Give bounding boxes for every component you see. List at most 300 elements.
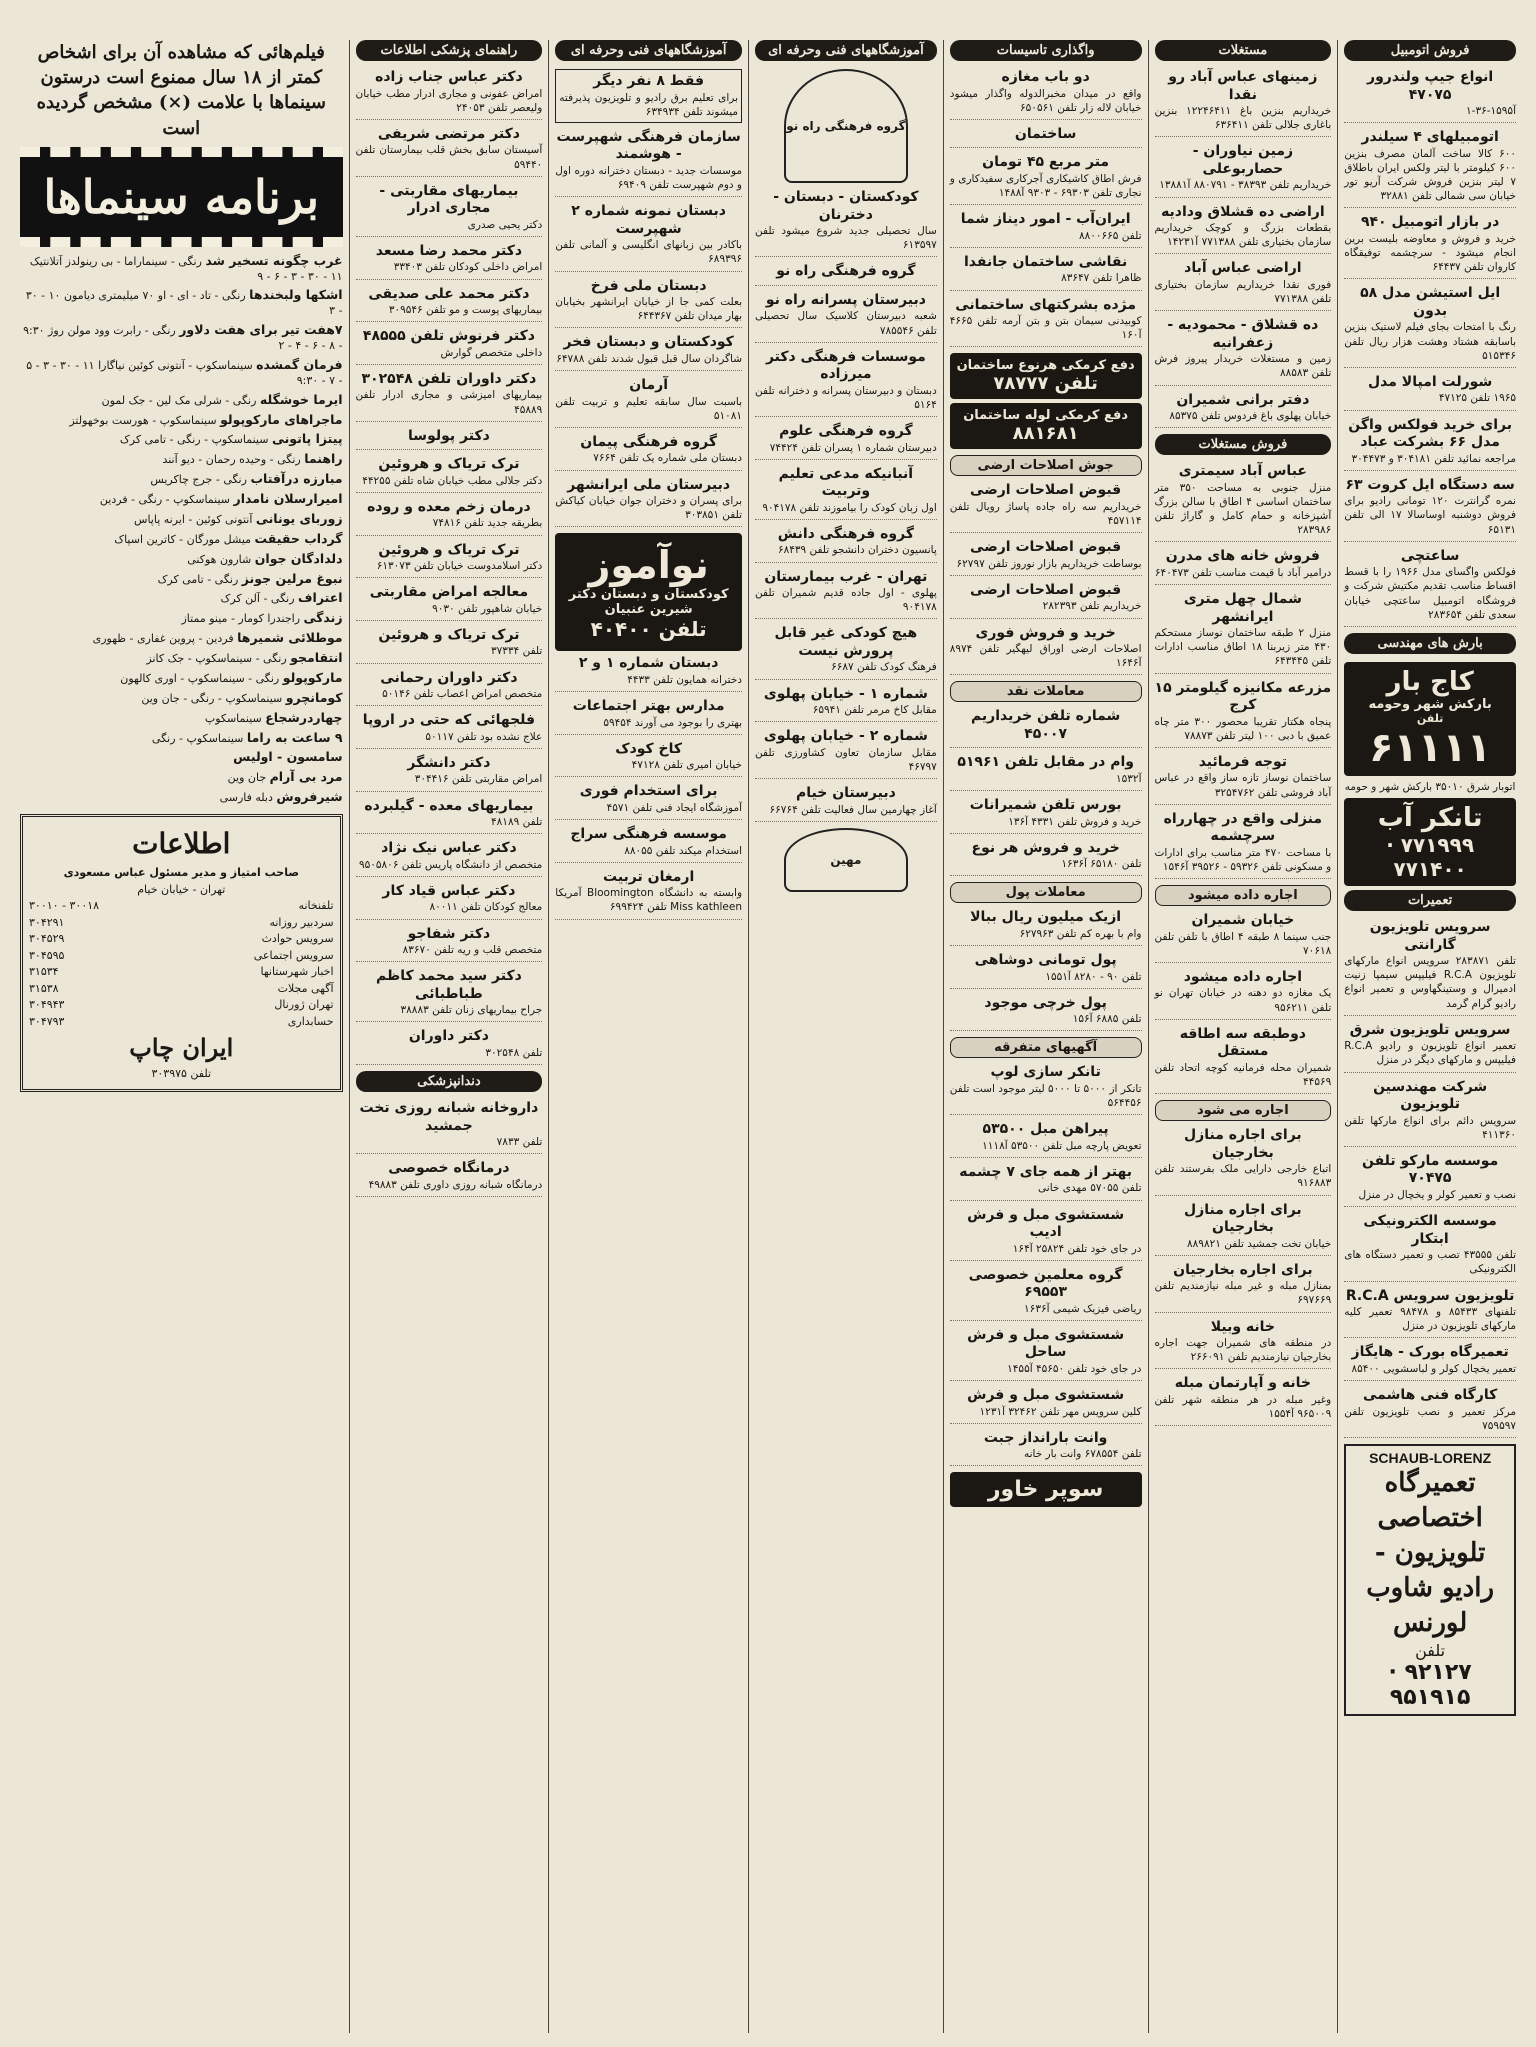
schaub-phone-label: تلفن	[1415, 1641, 1446, 1661]
movie-details: سینماسکوپ - آنتونی کوئین نیاگارا ۱۱ - ۳۰ - ۳ - ۵ - ۷ - ۹:۳۰	[26, 358, 343, 387]
classified-ad	[1155, 1262, 1332, 1313]
phone-label: حسابداری	[287, 1014, 334, 1028]
movie-title: گرداب حقیقت	[254, 530, 343, 546]
ad-body: خیابان پهلوی باغ فردوس تلفن ۸۵۳۷۵	[1169, 410, 1332, 423]
ad-body: امراض داخلی کودکان تلفن ۳۳۴۰۳	[393, 261, 543, 274]
movie-title: اعتراف	[298, 590, 343, 606]
ad-title: بیماریهای مقاربتی - مجاری ادرار	[379, 182, 519, 217]
ad-body: ساختمان نوساز تازه ساز واقع در عباس آباد فروشی تلفن ۳۲۵۴۷۶۲	[1154, 772, 1332, 799]
movie-listing	[20, 789, 343, 806]
movie-details: رنگی - شرلی مک لین - جک لمون	[101, 393, 257, 407]
ad-title: نقاشی ساختمان جانفدا	[964, 253, 1128, 270]
ad-title: قبوض اصلاحات ارضی	[970, 482, 1122, 499]
ad-title: دکتر پولوسا	[408, 427, 490, 444]
pest-ad-1-phone: تلفن ۷۸۷۷۷	[993, 373, 1098, 395]
ad-title: برای اجاره منازل بخارجیان	[1184, 1201, 1302, 1235]
iran-chap-phone: تلفن ۳۰۳۹۷۵	[151, 1067, 212, 1080]
ad-title: ساعتچی	[1400, 547, 1460, 564]
classified-ad	[755, 728, 937, 779]
repairs-header: تعمیرات	[1344, 890, 1516, 911]
land-header: مستغلات	[1155, 40, 1332, 61]
classified-ad	[356, 126, 543, 177]
classified-ad	[1155, 754, 1332, 805]
ad-body: خریداریم بنزین باغ ۱۲۲۴۶۴۱۱ بنزین باغاری جلالی تلفن ۶۳۶۴۱۱	[1154, 105, 1332, 132]
movie-title: چهاردرشجاع	[265, 709, 343, 725]
ad-title: مدارس بهتر اجتماعات	[572, 698, 725, 715]
loan-header: معاملات پول	[950, 882, 1142, 903]
classified-ad	[356, 542, 543, 579]
address: تهران - خیابان خیام	[137, 882, 226, 896]
ad-body: منزل ۲ طبقه ساختمان نوساز مستحکم ۴۳۰ متر زیربنا ۱۸ اطاق مناسب ادارات تلفن ۶۴۳۴۴۵	[1154, 627, 1332, 668]
ad-body: متخصص قلب و ریه تلفن ۸۳۶۷۰	[402, 944, 543, 957]
movie-details: رنگی - سینماسکوپ - جک کانز	[146, 652, 287, 665]
phone-row	[29, 915, 334, 932]
movie-listing	[20, 610, 343, 627]
ad-body: درمانگاه شبانه روزی داوری تلفن ۴۹۸۸۳	[368, 1178, 543, 1191]
ad-body: تانکر از ۵۰۰۰ تا ۵۰۰۰ لیتر موجود است تلفن ۵۶۴۴۵۶	[949, 1082, 1142, 1110]
ad-title: آرمان	[629, 377, 669, 394]
kaj-bar-ad	[1344, 662, 1516, 776]
super-khavar-banner: سوپر خاور	[950, 1472, 1142, 1507]
ad-body: ۱۹۶۵ تلفن ۴۷۱۲۵	[1438, 392, 1516, 405]
movie-listing	[20, 630, 343, 647]
ad-title: کارگاه فنی هاشمی	[1363, 1387, 1498, 1404]
schaub-fa: تعمیرگاه اختصاصی تلویزیون - رادیو شاوب لورنس	[1366, 1467, 1495, 1639]
engineering-header: بارش های مهندسی	[1344, 633, 1516, 654]
ad-body: واقع در میدان مخبرالدوله واگذار میشود خیابان لاله زار تلفن ۶۵۰۵۶۱	[949, 87, 1142, 114]
ad-body: دبستان ملی شماره یک تلفن ۷۶۶۴	[593, 452, 743, 465]
shops-column	[943, 40, 1148, 2033]
ad-body: تعویض پارچه مبل تلفن ۵۳۵۰۰ آ‌۱۱۱۸	[982, 1139, 1142, 1152]
ad-title: پیراهن مبل ۵۳۵۰۰	[982, 1121, 1109, 1138]
movie-details: رنگی - آلن کرک	[220, 592, 295, 606]
ad-body: اصلاحات ارضی اوراق لیهگیر تلفن ۸۹۷۴ آ‌۱۶۴۶	[949, 643, 1142, 670]
classified-ad	[1155, 680, 1332, 748]
movie-listing	[20, 451, 343, 468]
movie-details: سینماسکوپ - رنگی - تامی کرک	[119, 433, 269, 447]
ad-body: بیماریهای پوست و مو تلفن ۳۰۹۵۴۶	[388, 304, 543, 317]
ad-title: گروه معلمین خصوصی ۶۹۵۵۳	[968, 1266, 1123, 1301]
movie-title: راهنما	[304, 451, 343, 467]
classified-ad	[555, 783, 742, 820]
ad-title: بورس تلفن شمیرانات	[969, 797, 1122, 814]
classified-ad	[1155, 1319, 1332, 1370]
classified-ad	[555, 203, 742, 271]
ad-title: معالجه امراض مقاربتی	[369, 584, 529, 601]
classified-ad	[356, 584, 543, 621]
classified-ad	[950, 254, 1142, 291]
ad-title: خانه وبیلا	[1210, 1318, 1276, 1335]
autobar-ad: اتوبار شرق ۳۵۰۱۰ بارکش شهر و حومه	[1344, 780, 1516, 793]
ad-body: تلفن ۴۸۱۸۹	[491, 816, 543, 829]
movie-title: نبوغ مرلین جونز	[241, 570, 343, 586]
ad-body: پانسیون دختران دانشجو تلفن ۶۸۴۳۹	[777, 544, 937, 557]
cars-column	[1337, 40, 1522, 2033]
classified-ad	[555, 655, 742, 692]
classified-ad	[950, 1164, 1142, 1201]
movie-title: ایرما خوشگله	[259, 391, 343, 407]
classified-ad	[1344, 417, 1516, 471]
ad-title: کودکستان - دبستان - دخترنان	[773, 189, 919, 223]
ad-body: فولکس واگسای مدل ۱۹۶۶ را با قسط اقساط مناسب تقدیم مکتیش شرکت و فروشگاه اتومبیل ساعتچی خیابان سعدی تلفن ۲۸۳۶۵۴	[1344, 566, 1516, 621]
movie-listing	[20, 670, 343, 687]
ad-body: فوری نقدا خریداریم سازمان بختیاری تلفن ۷۷۱۳۸۸	[1154, 278, 1332, 306]
ad-title: در بازار اتومبیل ۹۴۰	[1360, 214, 1500, 231]
ad-title: دبیرستان ملی ایرانشهر	[567, 476, 731, 493]
ad-body: رنگ با امتحات بجای فیلم لاستیک بنزین باسابقه هشتاد وهشت هزار ریال تلفن ۵۱۵۳۴۶	[1344, 321, 1516, 362]
movie-listing	[20, 690, 343, 707]
ad-title: آنبانیکه مدعی تعلیم وتربیت	[778, 465, 914, 500]
classified-ad	[755, 189, 937, 257]
movie-details: رنگی - رابرت وود مولن روژ ۹:۳۰ - ۸ - ۶ - ۴ - ۲	[23, 324, 343, 353]
ad-title: موسسه الکترونیکی ابتکار	[1363, 1213, 1497, 1247]
phone-label: آگهی مجلات	[277, 981, 334, 995]
movie-title: کومانچرو	[285, 689, 343, 705]
phone-label: تهران ژورنال	[274, 998, 334, 1011]
classified-ad	[1155, 463, 1332, 542]
ad-title: ترک تریاک و هروئین	[378, 626, 520, 643]
phone-label: سردبیر روزانه	[269, 915, 334, 929]
rent2-header: اجاره می شود	[1155, 1100, 1332, 1121]
schools-header: آموزشگاههای فنی وحرفه ای	[755, 40, 937, 61]
ad-body: دکتر یحیی صدری	[467, 218, 543, 231]
ad-body: علاج نشده بود تلفن ۵۰۱۱۷	[425, 730, 543, 743]
ad-title: وانت بارانداز جبت	[983, 1429, 1108, 1446]
classified-ad	[555, 434, 742, 471]
ad-title: شستشوی مبل و فرش ساحل	[967, 1326, 1125, 1361]
movie-listing	[20, 392, 343, 409]
movie-listing	[20, 531, 343, 548]
ad-body: خیابان تخت جمشید تلفن ۸۸۹۸۲۱	[1187, 1237, 1332, 1250]
classified-ad	[356, 840, 543, 877]
movie-details: جان وین	[227, 771, 267, 785]
ad-title: خانه و آپارتمان مبله	[1174, 1375, 1311, 1392]
ad-body: آ‌۱۵۹۵-۳۶-۱	[1466, 105, 1516, 117]
ad-body: تلفن ۷۸۳۳	[496, 1136, 543, 1149]
ad-title: اراضی ده قشلاق ودادیه	[1161, 203, 1325, 220]
doctors-column	[349, 40, 549, 2033]
movie-listing	[20, 749, 343, 766]
classified-ad	[950, 1387, 1142, 1424]
ad-body: پهلوی - اول جاده قدیم شمیران تلفن ۹۰۴۱۷۸	[755, 587, 937, 614]
classified-ad	[755, 292, 937, 343]
ad-title: دکتر عباس جناب زاده	[375, 69, 523, 85]
classified-ad	[356, 670, 543, 707]
ad-body: مرکز تعمیر و نصب تلویزیون تلفن ۷۵۹۵۹۷	[1344, 1405, 1516, 1432]
ad-title: ده قشلاق - محمودیه - زعفرانیه	[1167, 317, 1319, 351]
classified-ad	[755, 785, 937, 822]
ad-title: قبوض اصلاحات ارضی	[970, 581, 1122, 598]
movie-details: آنتونی کوئین - ایرنه پاپاس	[134, 512, 253, 526]
classified-ad	[1155, 1202, 1332, 1256]
classified-ad	[356, 428, 543, 451]
ad-title: موسسات فرهنگی دکتر میرزاده	[765, 348, 926, 383]
ad-body: وام با بهره کم تلفن ۶۲۷۹۶۳	[1019, 927, 1142, 940]
phone-row	[29, 931, 334, 948]
ad-title: ازیک میلیون ریال ببالا	[970, 909, 1122, 926]
ad-body: آسیستان سابق بخش قلب بیمارستان تلفن ۵۹۴۴۰	[355, 144, 543, 171]
ad-title: دکتر داوران تلفن ۳۰۲۵۴۸	[361, 370, 537, 387]
classified-ad	[755, 569, 937, 620]
ad-body: مقابل کاخ مرمر تلفن ۶۵۹۴۱	[812, 704, 937, 717]
ad-body: تلفن ۳۰۲۵۴۸	[485, 1046, 543, 1059]
ad-body: در منطقه های شمیران جهت اجاره بخارجیان نیازمندیم تلفن ۲۶۶۰۹۱	[1154, 1337, 1332, 1364]
ad-title: برای اجاره بخارجیان	[1173, 1261, 1313, 1278]
classified-ad	[555, 477, 742, 528]
ad-title: ایل استیشن مدل ۵۸ بدون	[1360, 285, 1501, 319]
ad-body: ریاضی فیزیک شیمی آ‌۱۶۳۶	[1024, 1302, 1142, 1315]
ad-title: مزرعه مکانیزه گیلومتر ۱۵ کرج	[1154, 679, 1332, 714]
classified-ad	[356, 1028, 543, 1065]
ad-title: گروه فرهنگی راه نو	[776, 263, 916, 280]
ad-title: سازمان فرهنگی شهپرست - هوشمند	[556, 128, 741, 163]
ad-title: دوطبقه سه اطاقه مستقل	[1179, 1025, 1306, 1060]
movie-listing	[20, 491, 343, 508]
movie-title: مبارزه درآفتاب	[250, 471, 343, 487]
classified-ad	[1344, 919, 1516, 1016]
ad-title: مژده بشرکتهای ساختمانی	[955, 296, 1137, 313]
movie-details: فردین - پروین غفاری - ظهوری	[92, 632, 234, 646]
classified-ad	[356, 371, 543, 422]
movie-listing	[20, 571, 343, 588]
classified-ad	[1155, 912, 1332, 963]
ad-title: داروخانه شبانه روزی تخت جمشید	[359, 1100, 539, 1134]
ad-title: فلجهائی که حتی در اروپا	[362, 712, 536, 729]
ettelaat-logo: اطلاعات	[132, 827, 231, 860]
ad-body: تلفن ۴۳۵۵۵ تصب و تعمیر دستگاه های الکترونیکی	[1344, 1249, 1516, 1276]
education-column	[548, 40, 748, 2033]
classified-ad	[555, 869, 742, 920]
ad-body: منزل جنوبی به مساحت ۳۵۰ متر ساختمان اساسی ۴ اطاق با سالن بزرگ آشپزخانه و حمام کامل و گاراژ تلفن ۲۸۳۹۸۶	[1154, 481, 1332, 537]
special-ad	[555, 69, 742, 123]
ad-body: پنجاه هکتار تقریبا محصور ۳۰۰ متر چاه عمیق با دبی ۱۰۰ لیتر تلفن ۷۸۸۷۳	[1154, 715, 1332, 742]
movie-title: ماجراهای مارکوپولو	[220, 411, 343, 427]
phone-row	[29, 997, 334, 1014]
classified-ad	[1155, 317, 1332, 385]
ad-title: قبوض اصلاحات ارضی	[970, 539, 1122, 556]
ad-title: تهران - غرب بیمارستان	[764, 568, 928, 585]
ad-title: کودکستان و دبستان فخر	[563, 334, 734, 351]
movie-details: دبله فارسی	[219, 791, 273, 805]
movie-title: موطلائی شمیرها	[237, 630, 343, 646]
kaj-bar-phone-label: تلفن	[1416, 711, 1444, 725]
ad-title: خیابان شمیران	[1191, 912, 1295, 929]
ad-title: دو باب مغازه	[1001, 69, 1090, 85]
ad-title: دبستان نمونه شماره ۲ شهپرست	[571, 203, 726, 237]
ad-title: متر مربع ۴۵ تومان	[982, 154, 1110, 171]
cars-header: فروش اتومبیل	[1344, 40, 1516, 61]
ad-body: با مساحت ۴۷۰ متر مناسب برای ادارات و مسکونی تلفن ۵۹۳۲۶ - ۳۹۵۲۶ آ‌۱۵۴۶	[1154, 846, 1332, 873]
ad-body: کوبیدنی سیمان بتن و بتن آرمه تلفن ۴۶۶۵ آ‌۱۶۰	[949, 315, 1142, 342]
movie-listing	[20, 551, 343, 568]
phone-label: تلفنخانه	[298, 899, 334, 912]
ad-title: دبستان شماره ۱ و ۲	[578, 655, 719, 672]
ad-title: دکتر داوران رحمانی	[380, 669, 518, 686]
ad-title: سه دستگاه ایل کروت ۶۳	[1345, 476, 1515, 493]
ad-body: تلفن ۶۵۱۸۰ آ‌۱۶۳۶	[1061, 858, 1142, 871]
movie-title: ۷هفت تیر برای هفت دلاور	[179, 322, 343, 338]
classified-ad	[950, 582, 1142, 619]
schaub-en: SCHAUB-LORENZ	[1369, 1449, 1492, 1466]
ad-title: شستشوی مبل و فرش ادیب	[967, 1206, 1125, 1241]
pest-ad-1	[950, 353, 1142, 399]
classified-ad	[356, 1160, 543, 1197]
pest-ad-2	[950, 403, 1142, 449]
ad-body: جراح بیماریهای زنان تلفن ۳۸۸۸۳	[400, 1004, 543, 1017]
classified-ad	[356, 69, 543, 120]
classified-ad	[950, 797, 1142, 834]
classified-ad	[356, 183, 543, 237]
classified-ad	[1344, 1153, 1516, 1207]
classified-ad	[356, 286, 543, 323]
ad-body: باسبت سال سابقه تعلیم و تربیت تلفن ۵۱۰۸۱	[555, 395, 743, 422]
ettelaat-box	[20, 814, 343, 1092]
classified-ad	[755, 686, 937, 723]
special-body: برای تعلیم برق رادیو و تلویزیون پذیرفته میشوند تلفن ۶۳۴۹۳۴	[559, 91, 739, 118]
ad-title: شماره ۱ - خیابان پهلوی	[763, 685, 928, 702]
classified-ad	[356, 883, 543, 920]
phone-value: ۳۰۴۹۴۳	[29, 998, 65, 1011]
movie-listing	[20, 357, 343, 389]
classified-ad	[1344, 1079, 1516, 1147]
ad-title: اجاره داده میشود	[1183, 968, 1302, 985]
ad-title: خرید و فروش فوری	[975, 624, 1116, 641]
ad-body: وابسته به دانشگاه Bloomington آمریکا Miss kathleen تلفن ۶۹۹۴۲۴	[555, 887, 743, 914]
classified-ad	[555, 698, 742, 735]
noamooz-ad	[555, 533, 742, 651]
phone-label: اخبار شهرستانها	[260, 965, 334, 978]
movie-details: رنگی - جرج چاکریس	[150, 473, 247, 487]
ad-title: گروه فرهنگی پیمان	[580, 433, 718, 450]
education-header: آموزشگاههای فنی وحرفه ای	[555, 40, 742, 61]
ad-body: خیابان شاهپور تلفن ۹۰۳۰	[432, 602, 543, 615]
schools-column	[748, 40, 943, 2033]
movie-listing	[20, 730, 343, 747]
ad-title: ترک تریاک و هروئین	[378, 456, 520, 473]
ad-body: باکادر بین زبانهای انگلیسی و آلمانی تلفن ۶۸۹۳۹۶	[555, 239, 743, 266]
classified-ad	[950, 840, 1142, 877]
ad-title: تانکر سازی لوپ	[990, 1064, 1101, 1081]
ad-title: اتومبیلهای ۴ سیلندر	[1361, 129, 1499, 146]
classified-ad	[1155, 69, 1332, 137]
ad-title: دکتر دانشگر	[407, 754, 491, 771]
ad-title: دبیرستان خیام	[796, 785, 896, 802]
classified-ad	[356, 755, 543, 792]
classified-ad	[950, 1121, 1142, 1158]
classified-ad	[950, 539, 1142, 576]
classified-ad	[950, 297, 1142, 348]
special-title: فقط ۸ نفر دیگر	[593, 73, 705, 89]
ad-body: بوساطت خریداریم بازار نوروز تلفن ۶۲۷۹۷	[956, 557, 1142, 570]
movie-title: فرمان گمشده	[256, 356, 343, 372]
classified-ad	[1344, 1213, 1516, 1281]
ad-title: دکتر سید محمد کاظم طباطبائی	[376, 968, 522, 1002]
mehin-logo: مهین	[784, 828, 908, 892]
ad-body: نصب و تعمیر کولر و یخچال در منزل	[1358, 1188, 1516, 1201]
movie-title: زوربای یونانی	[255, 510, 343, 526]
movie-details: راجندرا کومار - مینو ممتاز	[181, 612, 301, 626]
classified-ad	[555, 826, 742, 863]
movie-listing	[20, 412, 343, 429]
pest-ad-2-phone: ۸۸۱۶۸۱	[1012, 423, 1079, 445]
classified-ad	[950, 625, 1142, 676]
classified-ad	[950, 995, 1142, 1032]
classified-ad	[950, 1430, 1142, 1467]
classified-ad	[356, 712, 543, 749]
classified-ad	[1155, 1026, 1332, 1094]
ad-body: آموزشگاه ایجاد فنی تلفن ۴۵۷۱	[606, 801, 743, 814]
ad-title: دکتر عباس نیک نژاد	[381, 840, 517, 857]
ad-body: جنب سینما ۸ طبقه ۴ اطاق با تلفن تلفن ۷۰۶۱۸	[1154, 930, 1332, 957]
land-sale-header: فروش مستغلات	[1155, 434, 1332, 455]
classified-ad	[1344, 69, 1516, 123]
ad-body: دکتر اسلامدوست خیابان تلفن ۶۱۳۰۷۳	[376, 560, 543, 573]
ad-body: خیابان امیری تلفن ۴۷۱۲۸	[631, 759, 743, 772]
land-reform-header: جوش اصلاحات ارضی	[950, 455, 1142, 476]
classified-ad	[755, 625, 937, 679]
movie-details: سینماسکوپ	[204, 711, 262, 725]
noamooz-title: نوآموز	[588, 543, 709, 588]
ad-title: وام در مقابل تلفن ۵۱۹۶۱	[957, 754, 1134, 771]
classified-ad	[356, 243, 543, 280]
classified-ad	[950, 1064, 1142, 1115]
ad-body: دبستان و دبیرستان پسرانه و دخترانه تلفن ۵۱۶۴	[755, 384, 937, 411]
movie-details: سینماسکوپ - رنگی	[151, 731, 244, 745]
ad-title: دکتر شفاجو	[407, 925, 491, 942]
phone-value: ۳۱۵۳۸	[29, 981, 59, 995]
shops-header: واگذاری تاسیسات	[950, 40, 1142, 61]
ad-body: استخدام میکند تلفن ۸۸۰۵۵	[624, 844, 743, 857]
classified-ad	[1155, 260, 1332, 311]
movie-details: شارون هوکنی	[187, 552, 252, 566]
ad-body: موسسات جدید - دبستان دخترانه دوره اول و دوم شهپرست تلفن ۶۹۴۰۹	[555, 164, 743, 192]
ad-body: اتباع خارجی دارایی ملک بفرستند تلفن ۹۱۶۸۸۳	[1154, 1163, 1332, 1190]
ad-body: مراجعه نمائید تلفن ۳۰۴۱۸۱ و ۳۰۴۴۷۳	[1351, 452, 1516, 465]
ad-title: تلویزیون سرویس R.C.A	[1345, 1287, 1515, 1304]
ad-body: معالج کودکان تلفن ۸۰۰۱۱	[429, 901, 543, 914]
ad-body: سال تحصیلی جدید شروع میشود تلفن ۶۱۳۵۹۷	[755, 225, 937, 252]
ad-title: گروه فرهنگی علوم	[779, 423, 913, 440]
tanker-phones: ۷۷۱۹۹۹ · ۷۷۱۴۰۰	[1386, 833, 1475, 882]
ad-body: وغیر مبله در هر منطقه شهر تلفن ۹۶۵۰۰۹ آ‌۱۵۵۴	[1154, 1393, 1332, 1421]
movie-details: رنگی - سینماراما - بی رینولدز آتلانتیک ۱۱ - ۳۰ - ۳ - ۶ - ۹	[29, 254, 343, 283]
noamooz-body: کودکستان و دبستان دکتر شیرین عنبیان	[568, 587, 729, 618]
classified-ad	[1155, 969, 1332, 1020]
ad-body: تلفن ۲۸۳۸۷۱ سرویس انواع مارکهای تلویزیون R.C.A فیلیپس سیمپا زنیت ادمیرال و وستینگهاوس و تعمیر انواع رادیو گرام گرمد	[1344, 955, 1517, 1010]
classified-ad	[356, 456, 543, 493]
ad-title: عباس آباد سیمتری	[1178, 463, 1307, 480]
ad-body: زمین و مستغلات خریدار پیروز فرش تلفن ۸۸۵۸۳	[1154, 353, 1332, 380]
classified-ad	[950, 126, 1142, 149]
ad-title: بهتر از همه جای ۷ چشمه	[959, 1163, 1132, 1180]
classified-ad	[1344, 285, 1516, 368]
ad-title: شمال چهل متری ایرانشهر	[1183, 591, 1302, 625]
ad-title: برای خرید فولکس واگن مدل ۶۶ بشرکت عباد	[1348, 416, 1512, 451]
phone-row	[29, 898, 334, 915]
movie-title: غرب چگونه تسخیر شد	[205, 252, 343, 268]
land-column	[1148, 40, 1338, 2033]
ad-title: شماره ۲ - خیابان پهلوی	[763, 728, 928, 745]
money-header: معاملات نقد	[950, 681, 1142, 702]
ad-body: مقابل سازمان تعاون کشاورزی تلفن ۴۶۷۹۷	[755, 746, 937, 773]
classified-ad	[950, 909, 1142, 946]
doctors-header: راهنمای پزشکی اطلاعات	[356, 40, 543, 61]
ad-body: سرویس دائم برای انواع مارکها تلفن ۴۱۱۳۶۰	[1344, 1114, 1516, 1141]
classified-ad	[1344, 1344, 1516, 1381]
classified-ad	[1155, 392, 1332, 429]
movie-listing	[20, 253, 343, 285]
ad-body: خریداریم تلفن ۳۸۳۹۳ - ۸۸۰۷۹۱ آ‌۱۳۸۸۱	[1159, 179, 1332, 192]
